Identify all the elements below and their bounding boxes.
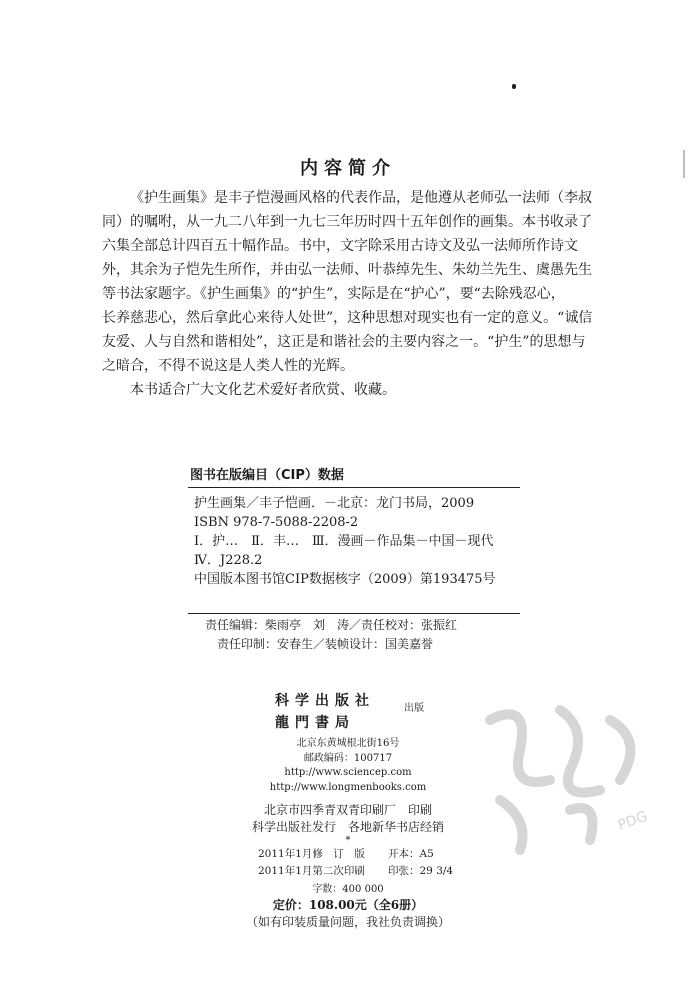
price: 定价：108.00元（全6册） xyxy=(272,898,424,912)
publisher-postcode: 邮政编码：100717 xyxy=(303,752,393,764)
credits-line: 责任印制：安春生／装帧设计：国美嘉誉 xyxy=(217,637,434,651)
summary-line: 长养慈悲心，然后拿此心来待人处世”，这种思想对现实也有一定的意义。“诚信 xyxy=(102,310,593,326)
separator-star: * xyxy=(345,835,351,846)
summary-line: 同）的嘱咐，从一九二八年到一九七三年历时四十五年创作的画集。本书收录了 xyxy=(102,214,592,230)
specs-block xyxy=(258,846,454,880)
summary-title: 内容简介 xyxy=(300,158,396,179)
cip-classification: Ⅰ．护… Ⅱ．丰… Ⅲ．漫画－作品集－中国－现代 xyxy=(194,534,494,549)
watermark-text: PDG xyxy=(615,808,650,834)
cip-line: 护生画集／丰子恺画．－北京：龙门书局，2009 xyxy=(194,496,475,511)
cip-record: 中国版本图书馆CIP数据核字（2009）第193475号 xyxy=(194,572,496,587)
printer: 北京市四季青双青印刷厂 印刷 xyxy=(263,803,432,817)
summary-line: 《护生画集》是丰子恺漫画风格的代表作品，是他遵从老师弘一法师（李叔 xyxy=(130,190,592,206)
publisher-names xyxy=(275,690,375,734)
cip-isbn: ISBN 978-7-5088-2208-2 xyxy=(194,515,359,530)
spec-sheets: 印张：29 3/4 xyxy=(388,865,454,877)
summary-line: 六集全部总计四百五十幅作品。书中，文字除采用古诗文及弘一法师所作诗文 xyxy=(102,238,578,254)
credits xyxy=(205,616,457,654)
spec-wordcount: 字数：400 000 xyxy=(312,884,384,895)
cip-bottom-rule xyxy=(188,613,520,614)
cip-title: 图书在版编目（CIP）数据 xyxy=(190,468,344,483)
watermark-seal xyxy=(470,690,666,858)
cip-top-rule xyxy=(188,487,520,488)
summary-line: 等书法家题字。《护生画集》的“护生”，实际是在“护心”，要“去除残忍心， xyxy=(102,286,565,302)
distribution: 科学出版社发行 各地新华书店经销 xyxy=(251,820,444,834)
summary-body xyxy=(102,186,594,402)
credits-line: 责任编辑：柴雨亭 刘 涛／责任校对：张振红 xyxy=(205,618,458,632)
cip-block xyxy=(194,494,496,589)
spec-edition: 2011年1月修 订 版 xyxy=(258,848,365,860)
spec-format: 开本：A5 xyxy=(388,848,434,860)
spec-impression: 2011年1月第二次印刷 xyxy=(258,865,365,877)
summary-line: 之暗合，不得不说这是人类人性的光辉。 xyxy=(102,358,354,374)
publisher-name: 龍門書局 xyxy=(275,715,355,731)
publisher-url: http://www.sciencep.com xyxy=(284,767,412,778)
cip-code: Ⅳ．J228.2 xyxy=(194,553,263,568)
ink-dot xyxy=(512,84,516,89)
publisher-name: 科学出版社 xyxy=(275,693,375,709)
publisher-address: 北京东黄城根北街16号 xyxy=(296,738,400,749)
publisher-suffix: 出版 xyxy=(404,703,424,714)
summary-line: 外，其余为子恺先生所作，并由弘一法师、叶恭绰先生、朱幼兰先生、虞愚先生 xyxy=(102,262,592,278)
publisher-url: http://www.longmenbooks.com xyxy=(269,781,427,793)
quality-note: （如有印装质量问题，我社负责调换） xyxy=(245,915,450,929)
summary-line: 友爱、人与自然和谐相处”，这正是和谐社会的主要内容之一。“护生”的思想与 xyxy=(102,334,586,350)
summary-closing: 本书适合广大文化艺术爱好者欣赏、收藏。 xyxy=(130,382,396,398)
